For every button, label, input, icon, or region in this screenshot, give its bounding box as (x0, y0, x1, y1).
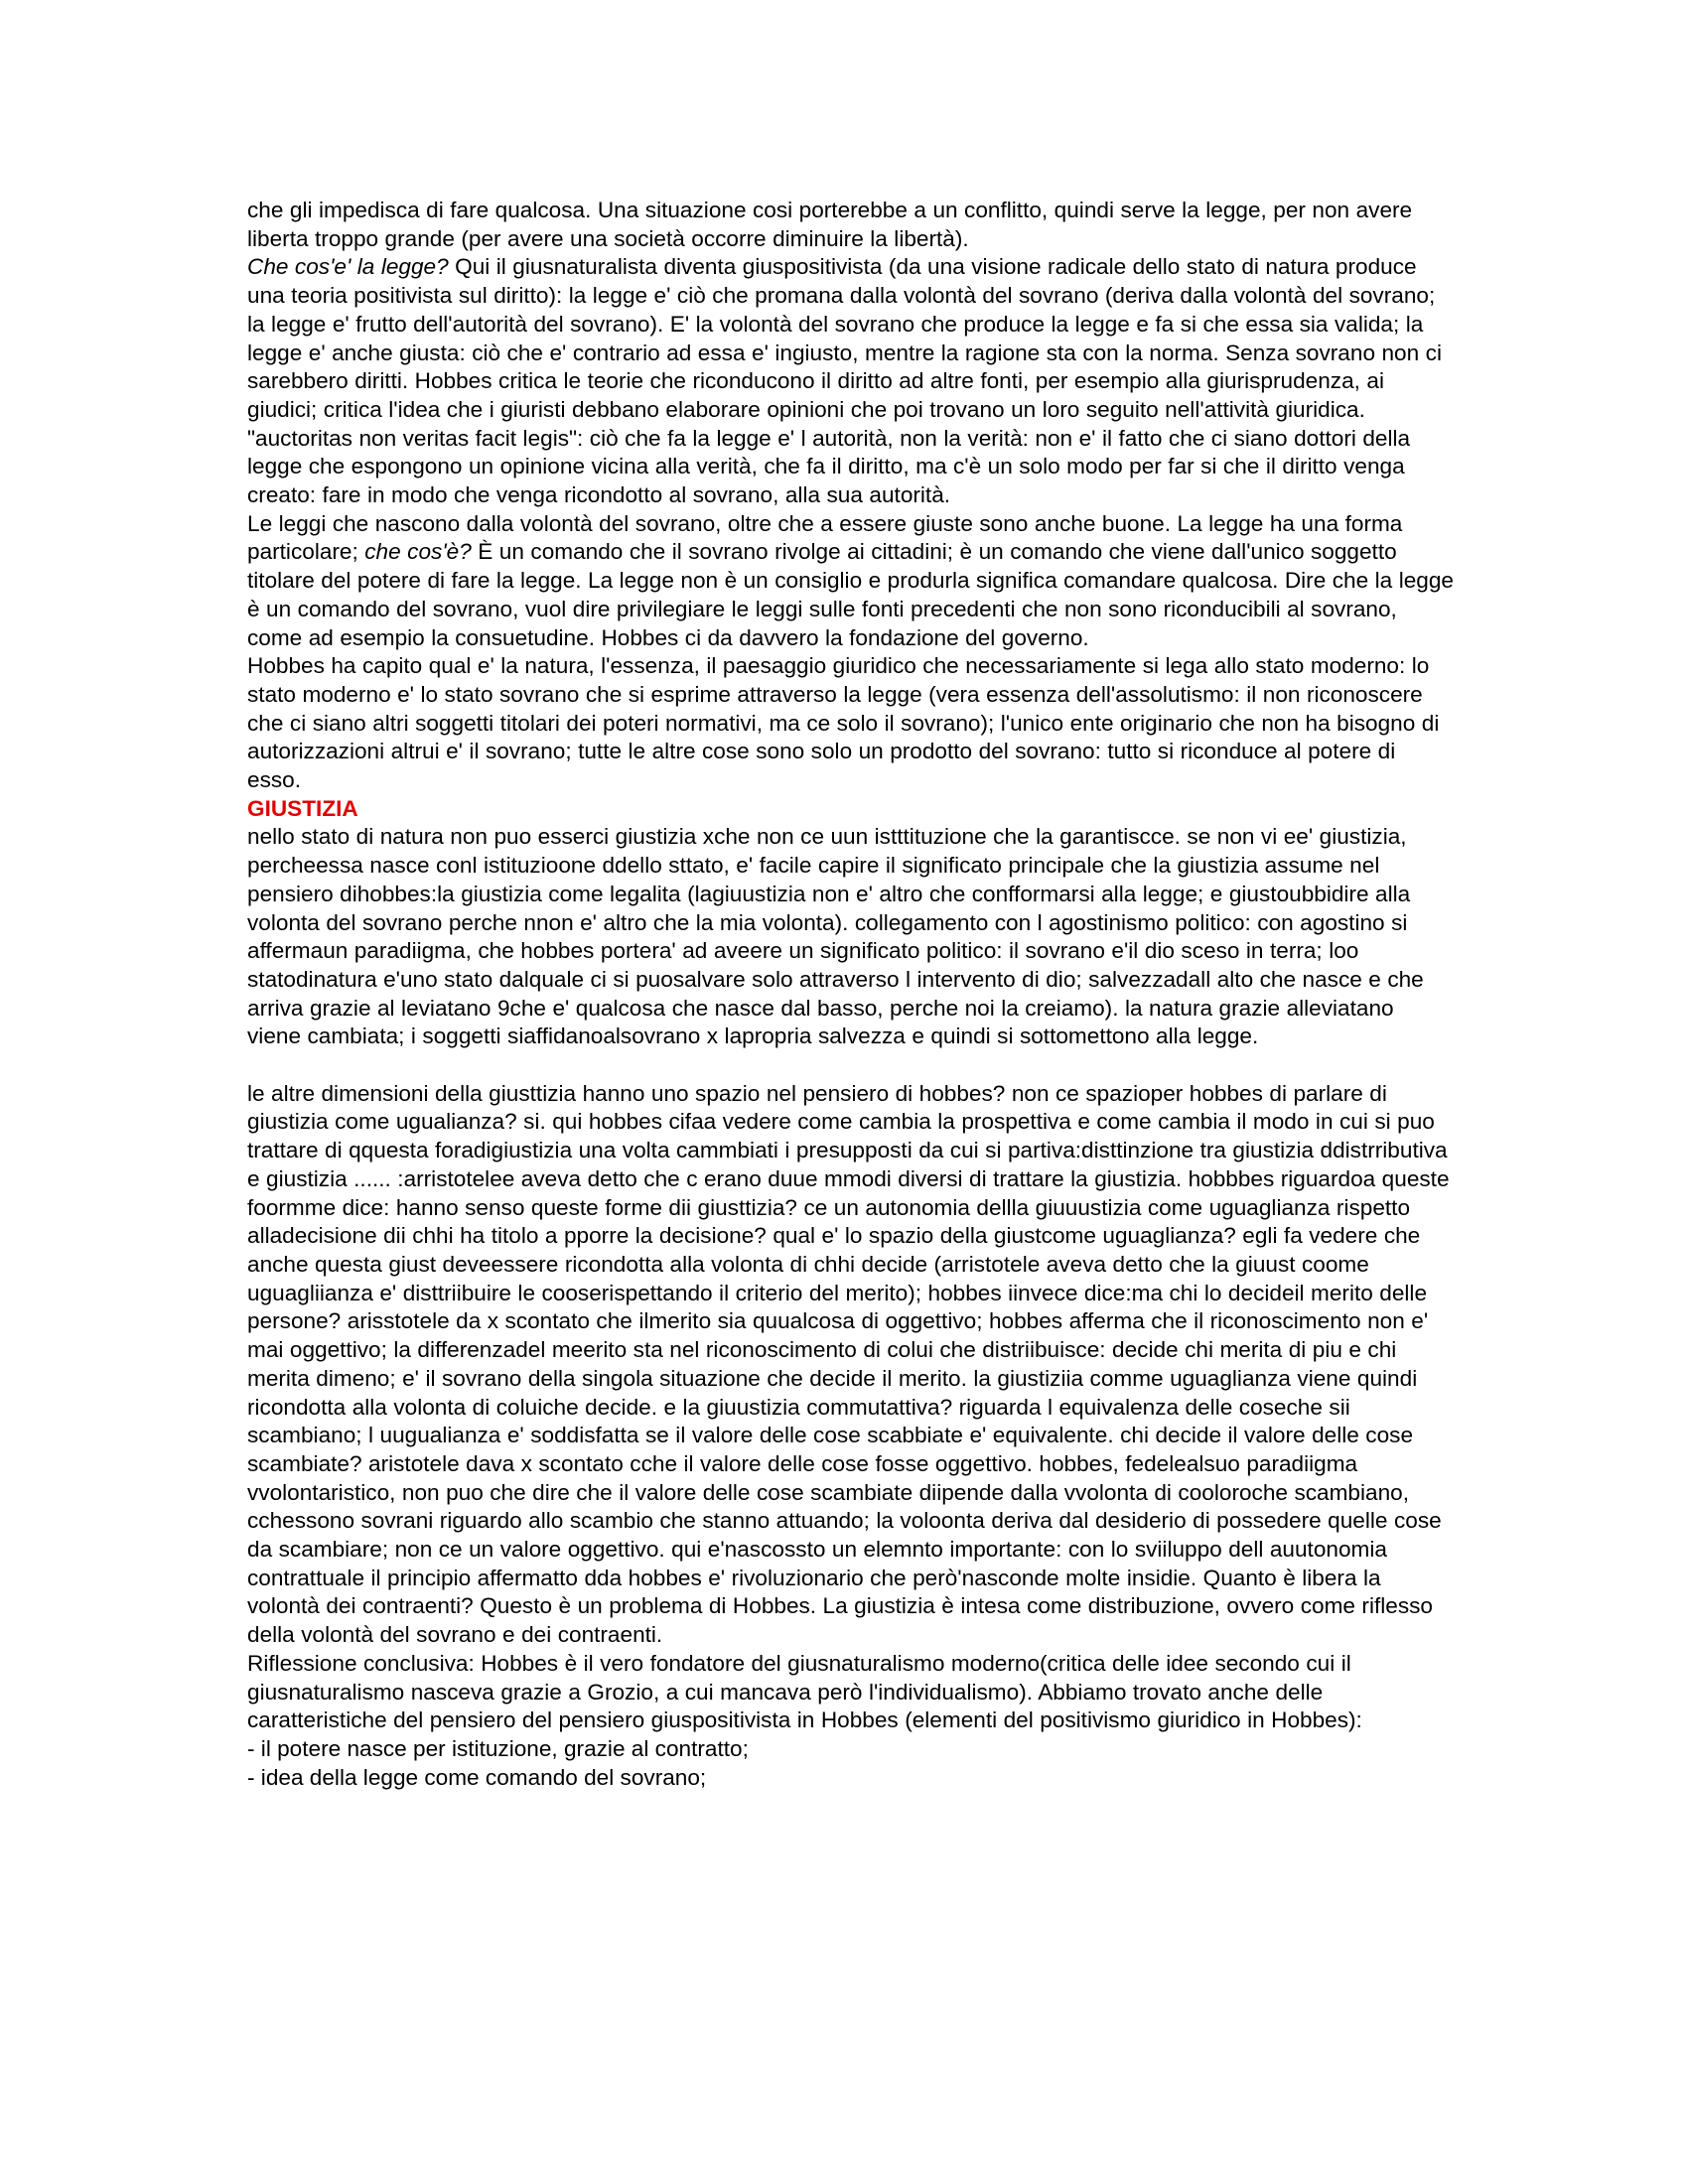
question-what-is-it: che cos'è? (364, 539, 472, 565)
paragraph-justice-equality: le altre dimensioni della giusttizia hanno uno spazio nel pensiero di hobbes? non ce spazioper hobbes di parlare di giustizia come ugualianza? si. qui hobbes cifaa vedere come cambia la prospettiva e come cambia il modo in cui si puo trattare di qquesta foradigiustizia una volta cammbiati i presupposti da cui si partiva:disttinzione tra giustizia ddistrributiva e giustizia ...... :arristotelee aveva detto che c erano duue mmodi diversi di trattare la giustizia. hobbbes riguardoa queste foormme dice: hanno senso queste forme dii giusttizia? ce un autonomia dellla giuuustizia come uguaglianza rispetto alladecisione dii chhi ha titolo a pporre la decisione? qual e' lo spazio della giustcome uguaglianza? egli fa vedere che anche questa giust deveessere ricondotta alla volonta di chhi decide (arristotele aveva detto che la giuust coome uguagliianza e' disttriibuire le cooserispettando il criterio del merito); hobbes iinvece dice:ma chi lo decideil merito delle persone? arisstotele da x scontato che ilmerito sia quualcosa di oggettivo; hobbes afferma che il riconoscimento non e' mai oggettivo; la differenzadel meerito sta nel riconoscimento di colui che distriibuisce: decide chi merita di piu e chi merita dimeno; e' il sovrano della singola situazione che decide il merito. la giustiziia comme uguaglianza viene quindi ricondotta alla volonta di coluiche decide. e la giuustizia commutattiva? riguarda l equivalenza delle coseche sii scambiano; l uugualianza e' soddisfatta se il valore delle cose scabbiate e' equivalente. chi decide il valore delle cose scambiate? aristotele dava x scontato cche il valore delle cose fosse oggettivo. hobbes, fedelealsuo paradiigma vvolontaristico, non puo che dire che il valore delle cose scambiate diipende dalla vvolonta di cooloroche scambiano, cchessono sovrani riguardo allo scambio che stanno attuando; la voloonta deriva dal desiderio di possedere quelle cose da scambiare; non ce un valore oggettivo. qui e'nascossto un elemnto importante: con lo sviiluppo dell auutonomia contrattuale il principio affermatto dda hobbes e' rivoluzionario che però'nasconde molte insidie. Quanto è libera la volontà dei contraenti? Questo è un problema di Hobbes. La giustizia è intesa come distribuzione, ovvero come riflesso della volontà del sovrano e dei contraenti. (247, 1080, 1450, 1648)
list-item: - il potere nasce per istituzione, grazie al contratto; (247, 1735, 749, 1761)
list-item: - idea della legge come comando del sovrano; (247, 1764, 707, 1790)
paragraph-law-definition (247, 253, 1454, 509)
paragraph-law-command-text-b: È un comando che il sovrano rivolge ai cittadini; è un comando che viene dall'unico soggetto titolare del potere di fare la legge. La legge non è un consiglio e produrla significa comandare qualcosa. Dire che la legge è un comando del sovrano, vuol dire privilegiare le leggi sulle fonti precedenti che non sono riconducibili al sovrano, come ad esempio la consuetudine. Hobbes ci da davvero la fondazione del governo. (247, 539, 1454, 650)
paragraph-law-command (247, 510, 1454, 653)
paragraph-liberty: che gli impedisca di fare qualcosa. Una situazione cosi porterebbe a un conflitto, quindi serve la legge, per non avere liberta troppo grande (per avere una società occorre diminuire la libertà). (247, 198, 1413, 251)
paragraph-law-definition-text: Qui il giusnaturalista diventa giuspositivista (da una visione radicale dello stato di natura produce una teoria positivista sul diritto): la legge e' ciò che promana dalla volontà del sovrano (deriva dalla volontà del sovrano; la legge e' frutto dell'autorità del sovrano). E' la volontà del sovrano che produce la legge e fa si che essa sia valida; la legge e' anche giusta: ciò che e' contrario ad essa e' ingiusto, mentre la ragione sta con la norma. Senza sovrano non ci sarebbero diritti. Hobbes critica le teorie che riconducono il diritto ad altre fonti, per esempio alla giurisprudenza, ai giudici; critica l'idea che i giuristi debbano elaborare opinioni che poi trovano un loro seguito nell'attività giuridica. "auctoritas non veritas facit legis": ciò che fa la legge e' l autorità, non la verità: non e' il fatto che ci siano dottori della legge che espongono un opinione vicina alla verità, che fa il diritto, ma c'è un solo modo per far si che il diritto venga creato: fare in modo che venga ricondotto al sovrano, alla sua autorità. (247, 254, 1442, 508)
section-heading-giustizia: GIUSTIZIA (247, 795, 358, 821)
paragraph-conclusion: Riflessione conclusiva: Hobbes è il vero fondatore del giusnaturalismo moderno(critica delle idee secondo cui il giusnaturalismo nasceva grazie a Grozio, a cui mancava però l'individualismo). Abbiamo trovato anche delle caratteristiche del pensiero del pensiero giuspositivista in Hobbes (elementi del positivismo giuridico in Hobbes): (247, 1650, 1362, 1733)
paragraph-justice-legality: nello stato di natura non puo esserci giustizia xche non ce uun istttituzione che la garantiscce. se non vi ee' giustizia, percheessa nasce conl istituzioone ddello sttato, e' facile capire il significato principale che la giustizia assume nel pensiero dihobbes:la giustizia come legalita (lagiuustizia non e' altro che confformarsi alla legge; e giustoubbidire alla volonta del sovrano perche nnon e' altro che la mia volonta). collegamento con l agostinismo politico: con agostino si affermaun paradiigma, che hobbes portera' ad aveere un significato politico: il sovrano e'il dio sceso in terra; loo statodinatura e'uno stato dalquale ci si puosalvare solo attraverso l intervento di dio; salvezzadall alto che nasce e che arriva grazie al leviatano 9che e' qualcosa che nasce dal basso, perche noi la creiamo). la natura grazie alleviatano viene cambiata; i soggetti siaffidanoalsovrano x lapropria salvezza e quindi si sottomettono alla legge. (247, 824, 1424, 1049)
paragraph-modern-state: Hobbes ha capito qual e' la natura, l'essenza, il paesaggio giuridico che necessariamente si lega allo stato moderno: lo stato moderno e' lo stato sovrano che si esprime attraverso la legge (vera essenza dell'assolutismo: il non riconoscere che ci siano altri soggetti titolari dei poteri normativi, ma ce solo il sovrano); l'unico ente originario che non ha bisogno di autorizzazioni altrui e' il sovrano; tutte le altre cose sono solo un prodotto del sovrano: tutto si riconduce al potere di esso. (247, 653, 1440, 793)
question-what-is-law: Che cos'e' la legge? (247, 254, 449, 280)
paragraph-law-command-text-a: Le leggi che nascono dalla volontà del sovrano, oltre che a essere giuste sono anche buone. La legge ha una forma particolare; (247, 510, 1403, 565)
document-page (247, 197, 1454, 1792)
